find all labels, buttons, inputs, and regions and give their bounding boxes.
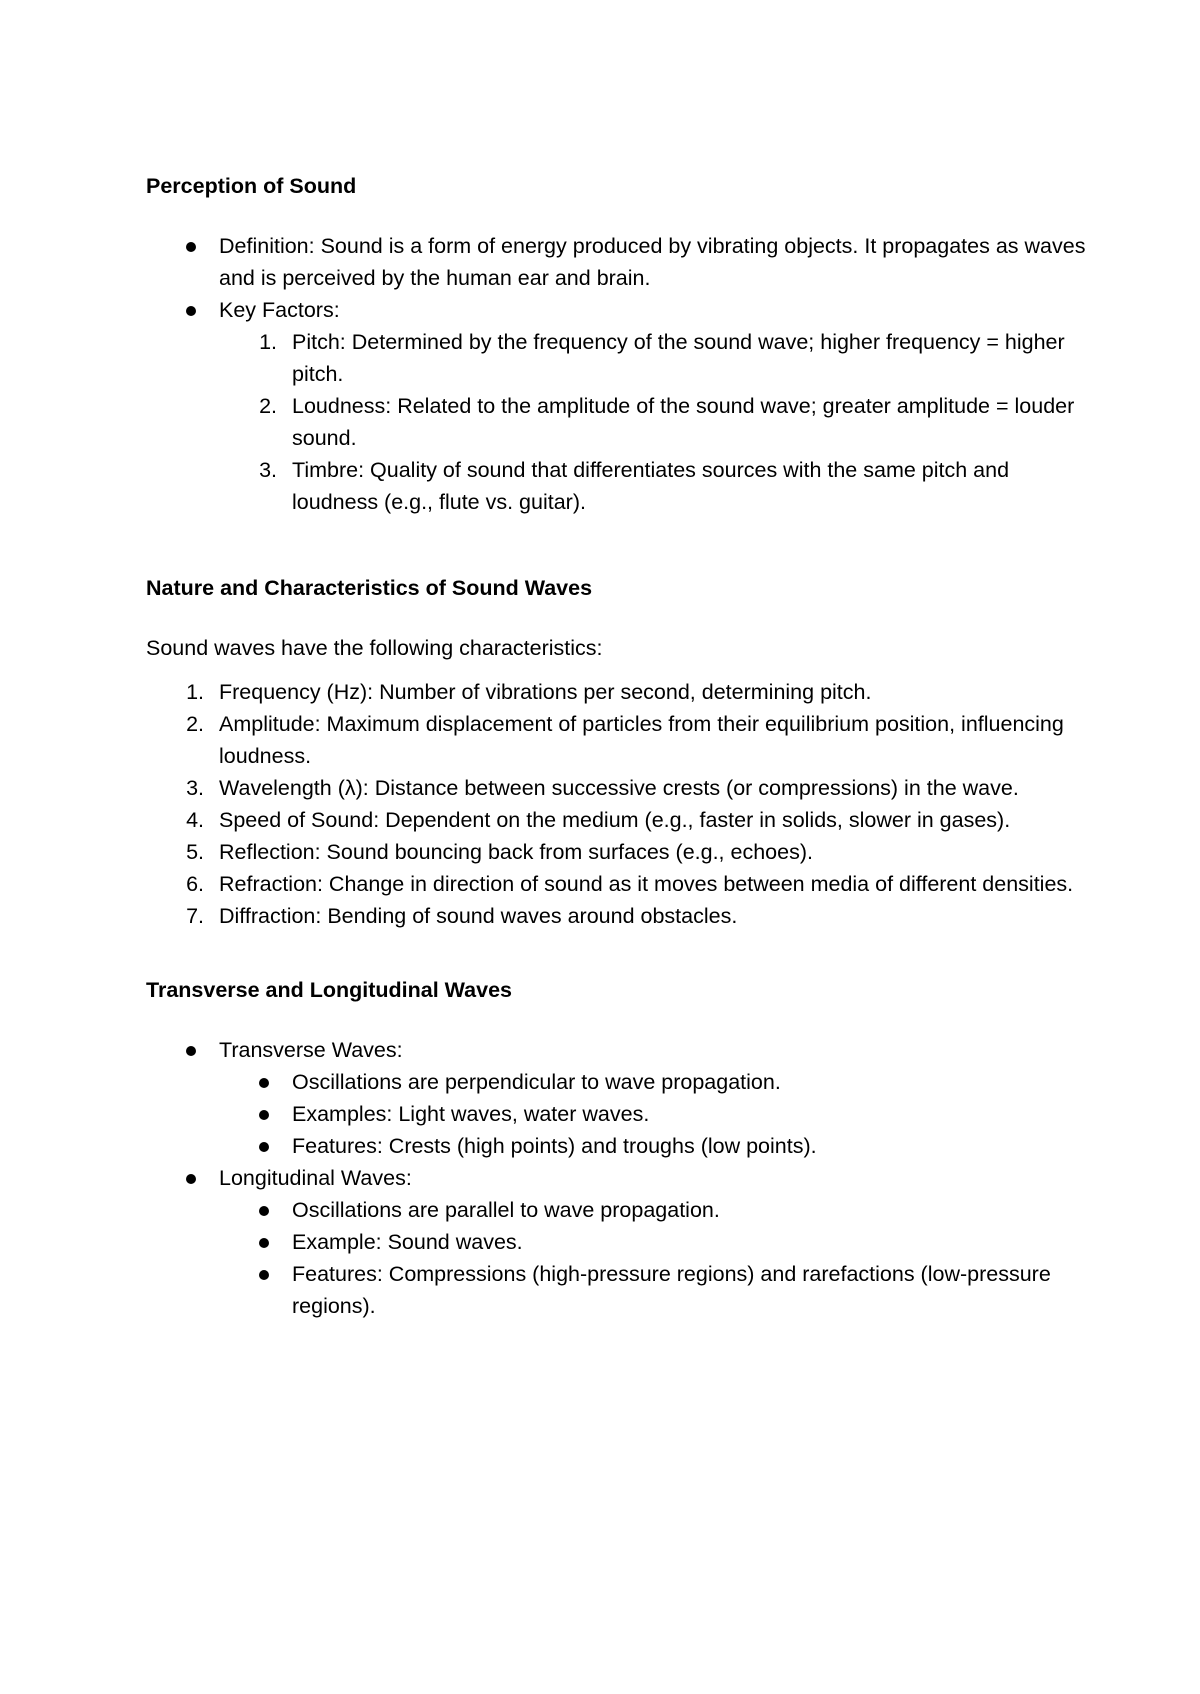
factor-text: Pitch: Determined by the frequency of the sound wave; higher frequency = higher pitch. <box>292 330 1065 386</box>
transverse-detail-text: Oscillations are perpendicular to wave propagation. <box>292 1070 781 1094</box>
section-heading-perception: Perception of Sound <box>146 174 357 198</box>
longitudinal-detail-item <box>146 1258 1086 1322</box>
characteristic-text: Wavelength (λ): Distance between successive crests (or compressions) in the wave. <box>219 776 1019 800</box>
section-heading-characteristics: Nature and Characteristics of Sound Waves <box>146 576 593 600</box>
transverse-detail-text: Examples: Light waves, water waves. <box>292 1102 650 1126</box>
key-factors-label: Key Factors: <box>219 298 340 322</box>
longitudinal-label: Longitudinal Waves: <box>219 1166 412 1190</box>
list-number: 2. <box>259 394 277 418</box>
characteristic-item <box>146 708 1086 772</box>
characteristic-item <box>146 868 1086 900</box>
bullet-item-longitudinal <box>146 1162 1086 1194</box>
characteristic-item <box>146 676 1086 708</box>
characteristic-item <box>146 836 1086 868</box>
list-number: 2. <box>186 712 204 736</box>
bullet-icon <box>259 1142 269 1152</box>
longitudinal-detail-text: Oscillations are parallel to wave propagation. <box>292 1198 720 1222</box>
section-intro: Sound waves have the following characteristics: <box>146 636 603 660</box>
list-number: 3. <box>186 776 204 800</box>
list-number: 1. <box>259 330 277 354</box>
characteristic-text: Amplitude: Maximum displacement of particles from their equilibrium position, influencing loudness. <box>219 712 1064 768</box>
list-number: 4. <box>186 808 204 832</box>
bullet-icon <box>259 1238 269 1248</box>
list-number: 5. <box>186 840 204 864</box>
bullet-icon <box>259 1078 269 1088</box>
section-heading-wave-types: Transverse and Longitudinal Waves <box>146 978 512 1002</box>
bullet-icon <box>259 1206 269 1216</box>
bullet-icon <box>186 1174 196 1184</box>
longitudinal-detail-item <box>146 1226 1086 1258</box>
factor-item <box>146 326 1086 390</box>
characteristic-text: Refraction: Change in direction of sound as it moves between media of different densities. <box>219 872 1074 896</box>
characteristic-text: Frequency (Hz): Number of vibrations per second, determining pitch. <box>219 680 872 704</box>
characteristic-text: Reflection: Sound bouncing back from surfaces (e.g., echoes). <box>219 840 813 864</box>
bullet-icon <box>186 306 196 316</box>
transverse-detail-text: Features: Crests (high points) and troughs (low points). <box>292 1134 817 1158</box>
longitudinal-detail-text: Example: Sound waves. <box>292 1230 523 1254</box>
bullet-item-definition <box>146 230 1086 294</box>
factor-text: Loudness: Related to the amplitude of the sound wave; greater amplitude = louder sound. <box>292 394 1075 450</box>
bullet-item-transverse <box>146 1034 1086 1066</box>
characteristic-item <box>146 900 1086 932</box>
longitudinal-detail-item <box>146 1194 1086 1226</box>
transverse-detail-item <box>146 1066 1086 1098</box>
transverse-detail-item <box>146 1098 1086 1130</box>
bullet-item-key-factors <box>146 294 1086 326</box>
bullet-icon <box>186 1046 196 1056</box>
definition-text: Definition: Sound is a form of energy produced by vibrating objects. It propagates as waves and is perceived by the human ear and brain. <box>219 234 1086 290</box>
document-page <box>146 172 1086 1322</box>
list-number: 3. <box>259 458 277 482</box>
factor-text: Timbre: Quality of sound that differentiates sources with the same pitch and loudness (e.g., flute vs. guitar). <box>292 458 1010 514</box>
factor-item <box>146 454 1086 518</box>
transverse-detail-item <box>146 1130 1086 1162</box>
bullet-icon <box>259 1110 269 1120</box>
factor-item <box>146 390 1086 454</box>
list-number: 7. <box>186 904 204 928</box>
list-number: 1. <box>186 680 204 704</box>
bullet-icon <box>259 1270 269 1280</box>
characteristic-text: Diffraction: Bending of sound waves around obstacles. <box>219 904 738 928</box>
characteristic-item <box>146 772 1086 804</box>
characteristic-item <box>146 804 1086 836</box>
transverse-label: Transverse Waves: <box>219 1038 403 1062</box>
characteristic-text: Speed of Sound: Dependent on the medium (e.g., faster in solids, slower in gases). <box>219 808 1011 832</box>
list-number: 6. <box>186 872 204 896</box>
longitudinal-detail-text: Features: Compressions (high-pressure regions) and rarefactions (low-pressure regions). <box>292 1262 1051 1318</box>
bullet-icon <box>186 242 196 252</box>
